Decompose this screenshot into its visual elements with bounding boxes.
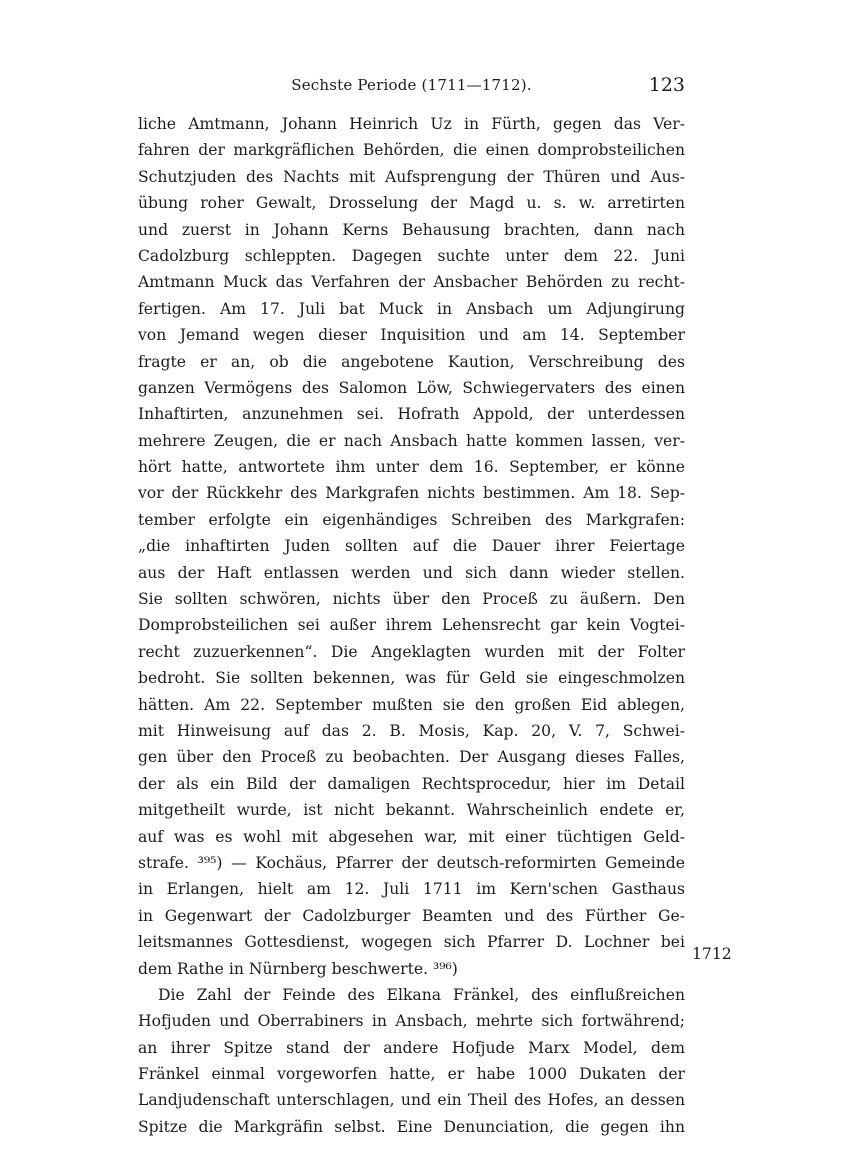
text-line: dem Rathe in Nürnberg beschwerte. ³⁹⁶): [138, 959, 458, 978]
text-line: mehrere Zeugen, die er nach Ansbach hatte kommen lassen, ver-: [138, 431, 685, 450]
text-line: fertigen. Am 17. Juli bat Muck in Ansbach um Adjungirung: [138, 299, 685, 318]
text-line: Hofjuden und Oberrabiners in Ansbach, mehrte sich fortwährend;: [138, 1012, 685, 1031]
text-line: Landjudenschaft unterschlagen, und ein Theil des Hofes, an dessen: [138, 1091, 685, 1110]
text-line: auf was es wohl mit abgesehen war, mit einer tüchtigen Geld-: [138, 827, 685, 846]
body-text: [138, 111, 685, 1140]
text-line: leitsmannes Gottesdienst, wogegen sich Pfarrer D. Lochner bei: [138, 933, 685, 952]
text-line: strafe. ³⁹⁵) — Kochäus, Pfarrer der deutsch-reformirten Gemeinde: [138, 853, 685, 872]
text-line: liche Amtmann, Johann Heinrich Uz in Fürth, gegen das Ver-: [138, 115, 685, 133]
text-line: Cadolzburg schleppten. Dagegen suchte unter dem 22. Juni: [138, 246, 685, 265]
text-line: der als ein Bild der damaligen Rechtsprocedur, hier im Detail: [138, 774, 685, 793]
text-line: von Jemand wegen dieser Inquisition und am 14. September: [138, 326, 685, 345]
text-line: fragte er an, ob die angebotene Kaution, Verschreibung des: [138, 352, 685, 371]
page-number: 123: [648, 74, 685, 96]
text-line: „die inhaftirten Juden sollten auf die Dauer ihrer Feiertage: [138, 537, 685, 556]
text-line: und zuerst in Johann Kerns Behausung brachten, dann nach: [138, 220, 685, 239]
text-line: in Erlangen, hielt am 12. Juli 1711 im Kern'schen Gasthaus: [138, 880, 685, 899]
text-line: Amtmann Muck das Verfahren der Ansbacher Behörden zu recht-: [138, 273, 685, 292]
text-line: tember erfolgte ein eigenhändiges Schreiben des Markgrafen:: [138, 510, 685, 529]
text-line: Spitze die Markgräfin selbst. Eine Denunciation, die gegen ihn: [138, 1117, 685, 1136]
text-line: hätten. Am 22. September mußten sie den großen Eid ablegen,: [138, 695, 685, 714]
running-head: Sechste Periode (1711—1712).: [291, 76, 532, 94]
text-line: Schutzjuden des Nachts mit Aufsprengung der Thüren und Aus-: [138, 167, 685, 186]
paragraph-start-line: Die Zahl der Feinde des Elkana Fränkel, des einflußreichen: [158, 985, 685, 1004]
text-line: vor der Rückkehr des Markgrafen nichts bestimmen. Am 18. Sep-: [138, 484, 685, 503]
text-line: bedroht. Sie sollten bekennen, was für Geld sie eingeschmolzen: [138, 669, 685, 688]
text-line: Inhaftirten, anzunehmen sei. Hofrath Appold, der unterdessen: [138, 405, 685, 424]
page-header: [138, 72, 685, 102]
text-line: mitgetheilt wurde, ist nicht bekannt. Wahrscheinlich endete er,: [138, 801, 685, 820]
text-line: übung roher Gewalt, Drosselung der Magd u. s. w. arretirten: [138, 194, 685, 213]
text-line: hört hatte, antwortete ihm unter dem 16. September, er könne: [138, 458, 685, 477]
text-line: Sie sollten schwören, nichts über den Proceß zu äußern. Den: [138, 590, 685, 609]
text-line: Domprobsteilichen sei außer ihrem Lehensrecht gar kein Vogtei-: [138, 616, 685, 635]
text-line: gen über den Proceß zu beobachten. Der Ausgang dieses Falles,: [138, 748, 685, 767]
text-line: in Gegenwart der Cadolzburger Beamten und des Fürther Ge-: [138, 906, 685, 925]
text-line: aus der Haft entlassen werden und sich dann wieder stellen.: [138, 563, 685, 582]
text-line: Fränkel einmal vorgeworfen hatte, er habe 1000 Dukaten der: [138, 1065, 685, 1084]
margin-year-note: 1712: [692, 945, 732, 963]
text-line: recht zuzuerkennen“. Die Angeklagten wurden mit der Folter: [138, 642, 685, 661]
text-line: an ihrer Spitze stand der andere Hofjude Marx Model, dem: [138, 1038, 685, 1057]
text-line: mit Hinweisung auf das 2. B. Mosis, Kap. 20, V. 7, Schwei-: [138, 721, 685, 740]
text-line: ganzen Vermögens des Salomon Löw, Schwiegervaters des einen: [138, 378, 685, 397]
text-line: fahren der markgräflichen Behörden, die einen domprobsteilichen: [138, 141, 685, 160]
